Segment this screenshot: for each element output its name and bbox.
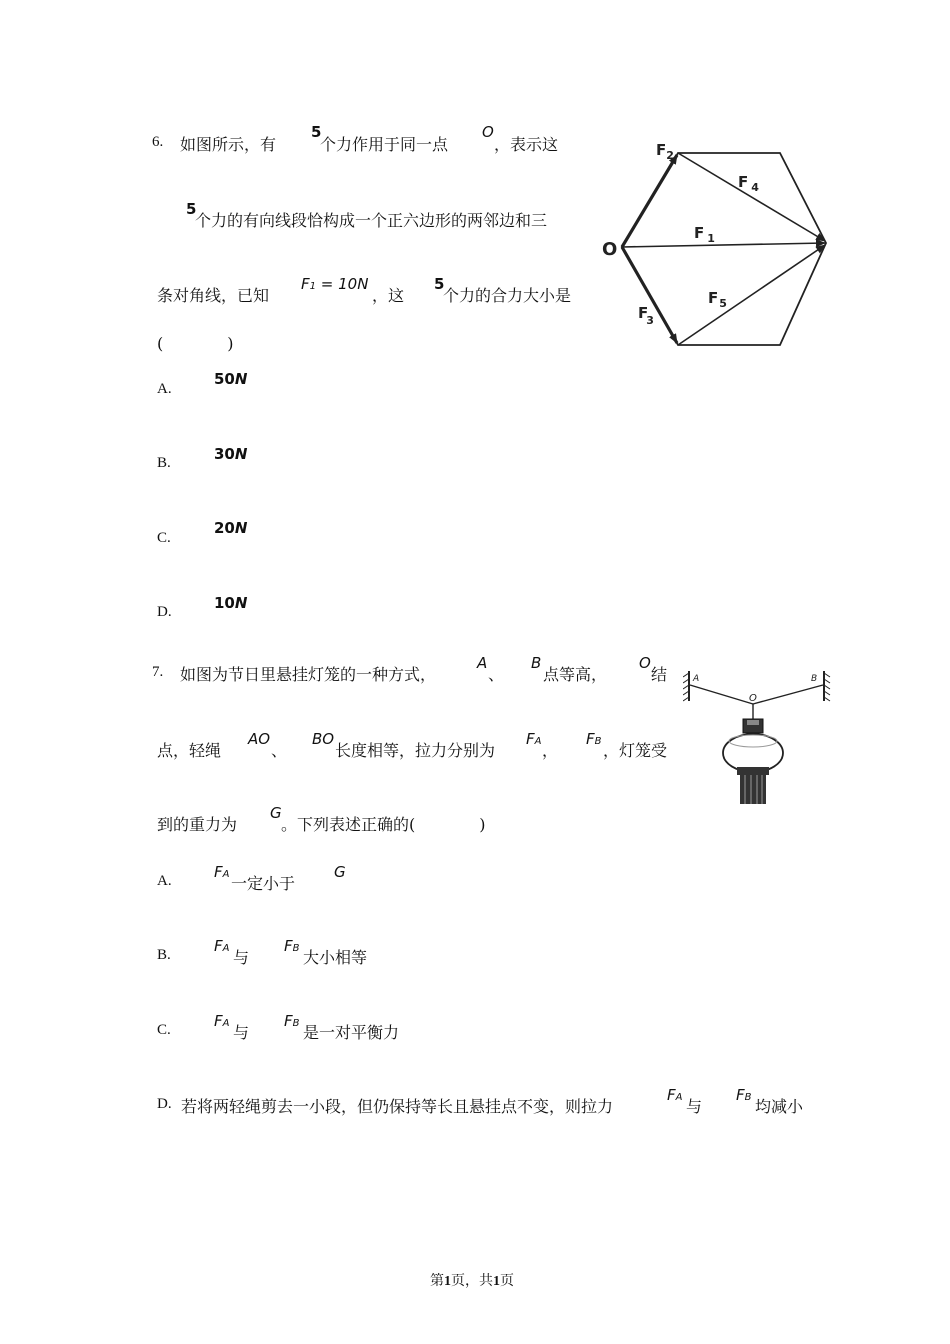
q7-point-b: B — [531, 654, 542, 672]
rope-ao — [690, 685, 753, 704]
q7-line1-b: 点等高， — [543, 665, 608, 684]
q7-option-c-letter[interactable]: C. — [157, 1022, 171, 1038]
q7-point-o: O — [639, 654, 651, 672]
q7-option-d-text: 若将两轻绳剪去一小段，但仍保持等长且悬挂点不变，则拉力 — [181, 1097, 614, 1116]
q7-line1-c: 结 — [651, 665, 668, 684]
lantern-base — [737, 767, 769, 775]
q7-gravity-g: G — [270, 804, 282, 822]
fig-label-f5: $F_5$ — [708, 289, 727, 310]
fig-label-a: A — [693, 674, 700, 684]
q7-option-c-text: 是一对平衡力 — [303, 1023, 400, 1042]
q7-rope-ao: AO — [248, 730, 271, 748]
q7-option-b-with: 与 — [233, 948, 250, 967]
q7-line2-c: ，灯笼受 — [603, 741, 668, 760]
q7-option-b-fb: FB — [284, 937, 300, 955]
q7-line3-a: 到的重力为 — [157, 815, 238, 834]
q7-option-b-fa: FA — [214, 937, 230, 955]
q6-count-5: 5 — [311, 123, 322, 141]
fig-label-f2: $F_2$ — [656, 141, 674, 162]
q7-option-a-letter[interactable]: A. — [157, 873, 172, 889]
q6-option-a-value: 50N — [214, 370, 248, 388]
force-arrow-f3 — [622, 247, 677, 343]
page-footer: 第1页，共1页 — [430, 1273, 514, 1289]
q6-point-o: O — [482, 123, 494, 141]
fig-label-b: B — [811, 674, 818, 684]
q6-option-c-value: 20N — [214, 519, 248, 537]
q7-rope-bo: BO — [312, 730, 335, 748]
rope-bo — [753, 685, 823, 704]
q7-option-b-text: 大小相等 — [303, 948, 368, 967]
q7-sep-2: 、 — [271, 741, 288, 760]
q6-f1-eq: F1 = 10N — [301, 275, 369, 293]
q6-option-b-letter[interactable]: B. — [157, 455, 171, 471]
lantern-cap-ring — [747, 720, 759, 725]
fig-label-f3: F3 — [638, 304, 654, 327]
q7-option-d-letter[interactable]: D. — [157, 1096, 172, 1112]
q7-number: 7. — [152, 664, 164, 680]
q7-option-c-fa: FA — [214, 1012, 230, 1030]
lantern-body — [723, 734, 783, 772]
q7-option-d-end: 均减小 — [755, 1097, 804, 1116]
q7-point-a: A — [477, 654, 488, 672]
q7-line2-b: 长度相等，拉力分别为 — [335, 741, 496, 760]
q6-line3-c: 个力的合力大小是 — [443, 286, 572, 305]
q6-count-5c: 5 — [434, 275, 445, 293]
q7-lantern-figure — [683, 663, 831, 808]
q6-option-d-letter[interactable]: D. — [157, 604, 172, 620]
q7-option-a-g: G — [334, 863, 346, 881]
q6-line1-a: 如图所示，有 — [180, 135, 277, 154]
q7-option-a-fa: FA — [214, 863, 230, 881]
q6-line3-b: ，这 — [372, 286, 405, 305]
q7-option-d-fb: FB — [736, 1086, 752, 1104]
q6-option-a-letter[interactable]: A. — [157, 381, 172, 397]
q6-paren: ( ) — [157, 334, 234, 353]
q7-line3-b: 。下列表述正确的( ) — [281, 815, 486, 834]
q6-line1-c: ，表示这 — [494, 135, 559, 154]
fig-label-f4: F $_4$ — [738, 173, 759, 194]
fig-label-o: O — [749, 693, 757, 704]
q7-option-c-fb: FB — [284, 1012, 300, 1030]
total-pages: 1 — [493, 1274, 500, 1289]
q6-option-c-letter[interactable]: C. — [157, 530, 171, 546]
q7-option-d-fa: FA — [667, 1086, 683, 1104]
q7-fa: FA — [526, 730, 542, 748]
q7-line1-a: 如图为节日里悬挂灯笼的一种方式， — [180, 665, 437, 684]
fig-label-o: O — [602, 239, 618, 260]
lantern-tassel — [740, 775, 766, 804]
current-page: 1 — [444, 1274, 451, 1289]
q7-fb: FB — [586, 730, 602, 748]
q7-sep-1: 、 — [488, 665, 505, 684]
q6-number: 6. — [152, 134, 164, 150]
q6-count-5b: 5 — [186, 200, 197, 218]
force-arrow-f2 — [622, 155, 677, 247]
q6-option-b-value: 30N — [214, 445, 248, 463]
force-arrow-f1 — [622, 243, 825, 247]
q7-option-a-text: 一定小于 — [231, 874, 296, 893]
q6-option-d-value: 10N — [214, 594, 248, 612]
q7-option-d-with: 与 — [686, 1097, 703, 1116]
q7-line2-a: 点，轻绳 — [157, 741, 222, 760]
fig-label-f1: F $_1$ — [694, 224, 715, 245]
q6-line3-a: 条对角线，已知 — [157, 286, 270, 305]
q7-comma: ， — [542, 741, 559, 760]
q6-line1-b: 个力作用于同一点 — [320, 135, 449, 154]
q6-hexagon-figure — [598, 135, 838, 355]
q7-option-c-with: 与 — [233, 1023, 250, 1042]
q6-line2: 个力的有向线段恰构成一个正六边形的两邻边和三 — [195, 211, 548, 230]
q7-option-b-letter[interactable]: B. — [157, 947, 171, 963]
